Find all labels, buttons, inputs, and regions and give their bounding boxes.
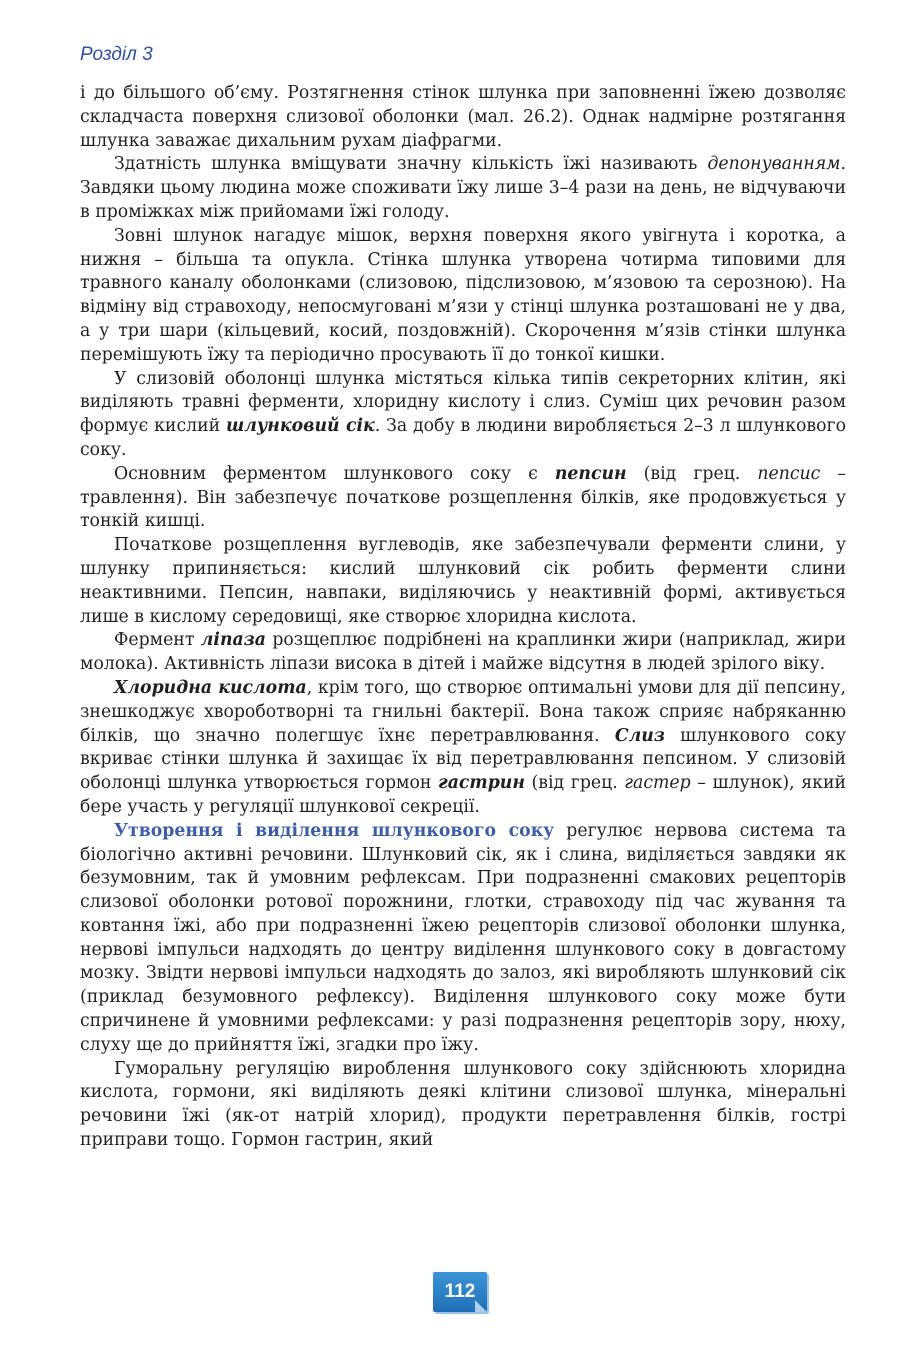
text-run: шлункового соку вкриває стінки шлунка й захищає їх від перетравлювання пепсином. У слизовій оболонці шлунка утворюється гормон	[80, 725, 846, 794]
paragraph-7	[80, 629, 846, 677]
term-italic: гастер	[624, 773, 691, 794]
text-run: (від грец.	[626, 463, 758, 484]
page-number: 112	[444, 1281, 476, 1302]
term-italic: пепсис	[757, 463, 821, 484]
paragraph-10: Гуморальну регуляцію вироблення шлункового соку здійснюють хлоридна кислота, гормони, які виділяють деякі клітини слизової шлунка, мінеральні речовини їжі (як-от натрій хлорид), продукти перетравлення білків, гострі приправи тощо. Гормон гастрин, який	[80, 1058, 846, 1151]
paragraph-2	[80, 153, 846, 224]
body-text	[80, 82, 846, 1153]
paragraph-3: Зовні шлунок нагадує мішок, верхня поверхня якого увігнута і коротка, а нижня – більша та опукла. Стінка шлунка утворена чотирма типовими для травного каналу оболонками (слизовою, підслизовою, м’язовою та серозною). На відміну від стравоходу, непосмуговані м’язи у стінці шлунка розташовані не у два, а у три шари (кільцевий, косий, поздовжній). Скорочення м’язів стінки шлунка перемішують їжу та періодично просувають її до тонкої кишки.	[80, 225, 846, 365]
text-run: . За добу в людини виробляється 2–3 л шлункового соку.	[80, 416, 847, 460]
highlight-heading: Утворення і виділення шлункового соку	[114, 820, 555, 841]
text-run: (від грец.	[524, 773, 625, 794]
term-bold-italic: Хлоридна кислота	[114, 677, 307, 698]
paragraph-8	[80, 677, 846, 820]
section-header: Розділ 3	[80, 44, 153, 65]
text-run: Фермент	[114, 630, 201, 651]
paragraph-4	[80, 368, 846, 463]
text-run: – травлення). Він забезпечує початкове розщеплення білків, яке продовжується у тонкій кишці.	[80, 463, 847, 532]
text-run: У слизовій оболонці шлунка містяться кілька типів секреторних клітин, які виділяють травні ферменти, хлоридну кислоту і слиз. Суміш цих речовин разом формує кислий	[80, 368, 846, 437]
text-run: регулює нервова система та біологічно активні речовини. Шлунковий сік, як і слина, виділяється завдяки як безумовним, так й умовним рефлексам. При подразненні смакових рецепторів слизової оболонки ротової порожнини, глотки, стравоходу під час жування та ковтання їжі, або при подразненні їжею рецепторів слизової оболонки шлунка, нервові імпульси надходять до центру виділення шлункового соку в довгастому мозку. Звідти нервові імпульси надходять до залоз, які виробляють шлунковий сік (приклад безумовного рефлексу). Виділення шлункового соку може бути спричинене й умовними рефлексами: у разі подразнення рецепторів зору, нюху, слуху ще до прийняття їжі, згадки про їжу.	[80, 820, 846, 1055]
term-bold-italic: ліпаза	[200, 630, 266, 651]
term-bold-italic: Слиз	[614, 725, 665, 746]
text-run: , крім того, що створює оптимальні умови для дії пепсину, знешкоджує хвороботворні та гнильні бактерії. Вона також сприяє набряканню білків, що значно полегшує їхнє перетравлювання.	[80, 677, 847, 746]
term-italic: депонуванням	[707, 154, 841, 175]
text-run: – шлунок), який бере участь у регуляції шлункової секреції.	[80, 773, 846, 817]
text-run: . Завдяки цьому людина може споживати їжу лише 3–4 рази на день, не відчуваючи в проміжках між прийомами їжі голоду.	[80, 154, 846, 222]
paragraph-9	[80, 820, 846, 1058]
paragraph-5	[80, 463, 846, 534]
paragraph-6: Початкове розщеплення вуглеводів, яке забезпечували ферменти слини, у шлунку припиняється: кислий шлунковий сік робить ферменти слини неактивними. Пепсин, навпаки, виділяючись у неактивній формі, активується лише в кислому середовищі, яке створює хлоридна кислота.	[80, 535, 846, 627]
text-run: розщеплює подрібнені на краплинки жири (наприклад, жири молока). Активність ліпази висока в дітей і майже відсутня в людей зрілого віку.	[80, 630, 846, 675]
term-bold-italic: шлунковий сік	[226, 416, 375, 437]
text-run: Основним ферментом шлункового соку є	[114, 463, 555, 484]
text-run: Здатність шлунка вміщувати значну кількість їжі називають	[114, 154, 708, 175]
term-bold-italic: гастрин	[437, 773, 525, 794]
page-number-badge	[433, 1272, 487, 1312]
term-bold-italic: пепсин	[554, 463, 627, 484]
paragraph-1: і до більшого об’єму. Розтягнення стінок шлунка при заповненні їжею дозволяє складчаста поверхня слизової оболонки (мал. 26.2). Однак надмірне розтягання шлунка заважає дихальним рухам діафрагми.	[80, 83, 846, 151]
